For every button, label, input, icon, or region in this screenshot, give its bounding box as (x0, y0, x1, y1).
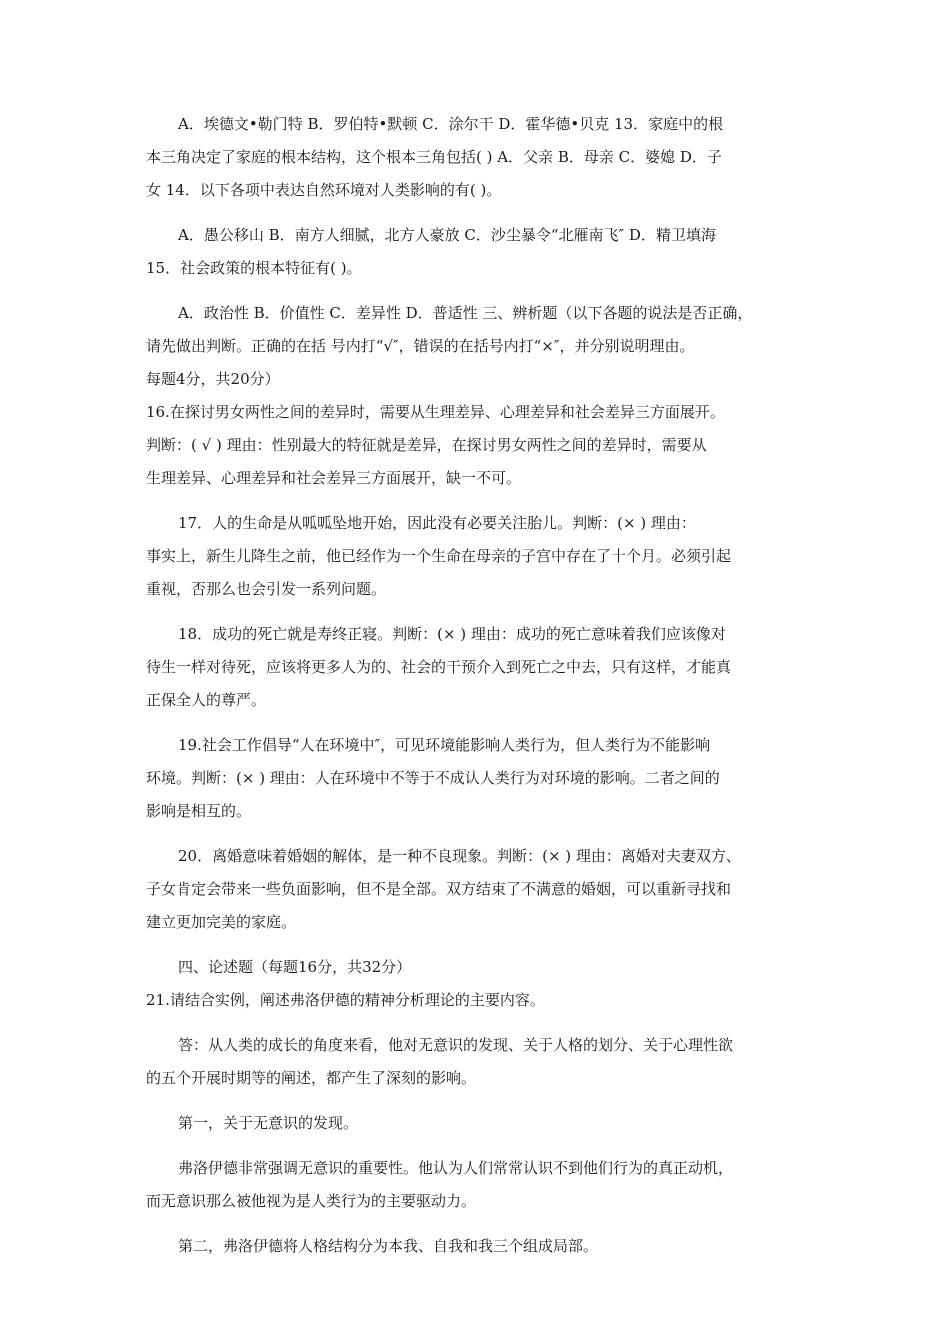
text-line: 建立更加完美的家庭。 (146, 913, 297, 931)
paragraph-question-18 (146, 618, 806, 717)
paragraph-question-20 (146, 840, 806, 939)
paragraph-questions-12-14 (146, 108, 806, 207)
text-line: 事实上，新生儿降生之前，他已经作为一个生命在母亲的子宫中存在了十个月。必须引起 (146, 547, 732, 565)
text-line: 答：从人类的成长的角度来看，他对无意识的发现、关于人格的划分、关于心理性欲 (178, 1036, 734, 1054)
text-line: A．愚公移山 B．南方人细腻，北方人豪放 C．沙尘暴令“北雁南飞″ D．精卫填海 (178, 226, 716, 244)
paragraph-question-19 (146, 729, 806, 828)
text-line: 第二，弗洛伊德将人格结构分为本我、自我和我三个组成局部。 (178, 1237, 599, 1255)
text-line: 19.社会工作倡导“人在环境中″，可见环境能影响人类行为，但人类行为不能影响 (178, 736, 711, 754)
text-line: 环境。判断：(× ) 理由：人在环境中不等于不成认人类行为对环境的影响。二者之间的 (146, 769, 720, 787)
paragraph-point-one (146, 1107, 806, 1140)
text-line: A．埃德文•勒门特 B．罗伯特•默顿 C．涂尔干 D．霍华德•贝克 13．家庭中的根 (178, 115, 724, 133)
text-line: 正保全人的尊严。 (146, 691, 267, 709)
section-four-heading (146, 951, 806, 1017)
paragraph-answer-intro (146, 1029, 806, 1095)
text-line: 18．成功的死亡就是寿终正寝。判断：(× ) 理由：成功的死亡意味着我们应该像对 (178, 625, 726, 643)
text-line: 本三角决定了家庭的根本结构，这个根本三角包括( ) A．父亲 B．母亲 C．婆媳 D．子 (146, 148, 722, 166)
text-line: 女 14．以下各项中表达自然环境对人类影响的有( )。 (146, 181, 502, 199)
text-line: 待生一样对待死，应该将更多人为的、社会的干预介入到死亡之中去，只有这样，才能真 (146, 658, 732, 676)
text-line: 16.在探讨男女两性之间的差异时，需要从生理差异、心理差异和社会差异三方面展开。 (146, 403, 725, 421)
text-line: 影响是相互的。 (146, 802, 252, 820)
text-line: 而无意识那么被他视为是人类行为的主要驱动力。 (146, 1192, 477, 1210)
text-line: 弗洛伊德非常强调无意识的重要性。他认为人们常常认识不到他们行为的真正动机， (178, 1159, 734, 1177)
section-heading: 四、论述题（每题16分，共32分） (178, 958, 412, 976)
text-line: 生理差异、心理差异和社会差异三方面展开，缺一不可。 (146, 469, 522, 487)
text-line: A．政治性 B．价值性 C．差异性 D．普适性 三、辨析题（以下各题的说法是否正确， (178, 304, 753, 322)
text-line: 的五个开展时期等的阐述，都产生了深刻的影响。 (146, 1069, 477, 1087)
text-line: 判断：( √ ) 理由：性别最大的特征就是差异，在探讨男女两性之间的差异时，需要从 (146, 436, 707, 454)
text-line: 20．离婚意味着婚姻的解体，是一种不良现象。判断：(× ) 理由：离婚对夫妻双方、 (178, 847, 741, 865)
text-line: 17．人的生命是从呱呱坠地开始，因此没有必要关注胎儿。判断：(× ) 理由： (178, 514, 696, 532)
paragraph-unconscious (146, 1152, 806, 1218)
text-line: 第一，关于无意识的发现。 (178, 1114, 359, 1132)
text-line: 重视，否那么也会引发一系列问题。 (146, 580, 387, 598)
text-line: 21.请结合实例，阐述弗洛伊德的精神分析理论的主要内容。 (146, 991, 545, 1009)
paragraph-question-17 (146, 507, 806, 606)
text-line: 15．社会政策的根本特征有( )。 (146, 259, 362, 277)
paragraph-point-two (146, 1230, 806, 1263)
paragraph-questions-14-15 (146, 219, 806, 285)
paragraph-question-16 (146, 396, 806, 495)
text-line: 请先做出判断。正确的在括 号内打“√″，错误的在括号内打“×″，并分别说明理由。 (146, 337, 695, 355)
text-line: 子女肯定会带来一些负面影响，但不是全部。双方结束了不满意的婚姻，可以重新寻找和 (146, 880, 732, 898)
text-line: 每题4分，共20分） (146, 370, 280, 388)
document-page (146, 108, 806, 1263)
paragraph-section-three-intro (146, 297, 806, 396)
